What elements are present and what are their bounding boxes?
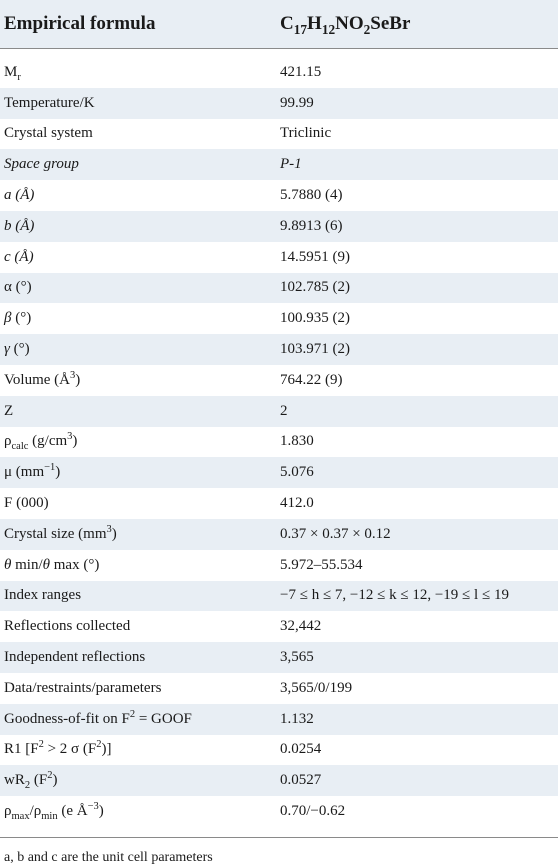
- row-value: 0.70/−0.62: [280, 803, 346, 820]
- table-row: [0, 611, 558, 642]
- table-body: [0, 49, 558, 827]
- table-row: [0, 488, 558, 519]
- table-row: [0, 519, 558, 550]
- row-value: 99.99: [280, 94, 314, 111]
- row-label: $wR_2$ $(F^2)$: [4, 770, 58, 792]
- row-label: $\rho_{calc}$ $(g/cm^3)$: [4, 431, 78, 453]
- row-label: F (000): [4, 495, 49, 512]
- table-row: [0, 765, 558, 796]
- row-label: b (Å): [4, 217, 35, 234]
- table-row: [0, 334, 558, 365]
- row-value: 3,565: [280, 649, 314, 666]
- row-value: 2: [280, 402, 288, 419]
- table-row: [0, 735, 558, 766]
- row-value: 5.972–55.534: [280, 556, 363, 573]
- row-value: 103.971 (2): [280, 341, 350, 358]
- table-row: [0, 119, 558, 150]
- table-row: [0, 396, 558, 427]
- row-label: Crystal size $(mm^3)$: [4, 523, 117, 542]
- row-value: 102.785 (2): [280, 279, 350, 296]
- row-label: Temperature/K: [4, 94, 95, 111]
- row-label: Index ranges: [4, 587, 82, 604]
- table-row: [0, 704, 558, 735]
- table-row: [0, 642, 558, 673]
- table-row: [0, 581, 558, 612]
- header-formula: $C_{17}H_{12}NO_2SeBr$: [280, 13, 411, 37]
- row-label: γ (°): [4, 341, 30, 358]
- table-row: [0, 303, 558, 334]
- row-label: Z: [4, 402, 14, 419]
- row-label: Data/restraints/parameters: [4, 679, 162, 696]
- row-label: $\rho_{max}/\rho_{min}$ (e $Å^{-3}$): [4, 801, 104, 823]
- row-value: 1.132: [280, 710, 314, 727]
- row-label: Reflections collected: [4, 618, 131, 635]
- row-value: 5.076: [280, 464, 314, 481]
- row-value: 764.22 (9): [280, 371, 343, 388]
- table-row: [0, 273, 558, 304]
- row-value: 3,565/0/199: [280, 679, 353, 696]
- table-row: [0, 673, 558, 704]
- row-label: Goodness-of-fit on $F^2$ = GOOF: [4, 708, 192, 727]
- row-value: 0.37 × 0.37 × 0.12: [280, 525, 391, 542]
- row-value: Triclinic: [280, 125, 332, 142]
- row-value: −7 ≤ h ≤ 7, −12 ≤ k ≤ 12, −19 ≤ l ≤ 19: [280, 587, 509, 604]
- row-label: Volume $(Å^3)$: [4, 369, 81, 388]
- row-value: 100.935 (2): [280, 310, 350, 327]
- row-value: 0.0254: [280, 741, 322, 758]
- row-label: R1 [$F^2 > 2$ σ $(F^2)$]: [4, 739, 112, 758]
- table-row: [0, 427, 558, 458]
- row-label: Crystal system: [4, 125, 93, 142]
- row-label: θ min/θ max (°): [4, 556, 100, 573]
- row-label: μ $(mm^{-1})$: [4, 462, 61, 481]
- row-label: Space group: [4, 156, 79, 173]
- row-value: 412.0: [280, 495, 314, 512]
- table-row: [0, 180, 558, 211]
- table-row: [0, 457, 558, 488]
- table-row: [0, 796, 558, 827]
- row-value: 1.830: [280, 433, 314, 450]
- row-label: $M_r$: [4, 63, 21, 83]
- table-row: [0, 88, 558, 119]
- table-row: [0, 242, 558, 273]
- row-value: 421.15: [280, 63, 322, 80]
- row-value: P-1: [280, 156, 302, 173]
- table-row: [0, 149, 558, 180]
- header-label: Empirical formula: [4, 13, 156, 34]
- table-footnote: a, b and c are the unit cell parameters: [4, 849, 213, 865]
- table-row: [0, 211, 558, 242]
- row-label: β (°): [4, 310, 32, 327]
- row-value: 14.5951 (9): [280, 248, 350, 265]
- table-header: [0, 0, 558, 49]
- row-label: a (Å): [4, 187, 35, 204]
- row-value: 9.8913 (6): [280, 217, 343, 234]
- row-value: 32,442: [280, 618, 322, 635]
- row-value: 0.0527: [280, 772, 322, 789]
- table-row: [0, 365, 558, 396]
- row-value: 5.7880 (4): [280, 187, 343, 204]
- row-label: c (Å): [4, 248, 34, 265]
- row-label: α (°): [4, 279, 32, 296]
- table-row: [0, 550, 558, 581]
- row-label: Independent reflections: [4, 649, 146, 666]
- table-row: [0, 57, 558, 88]
